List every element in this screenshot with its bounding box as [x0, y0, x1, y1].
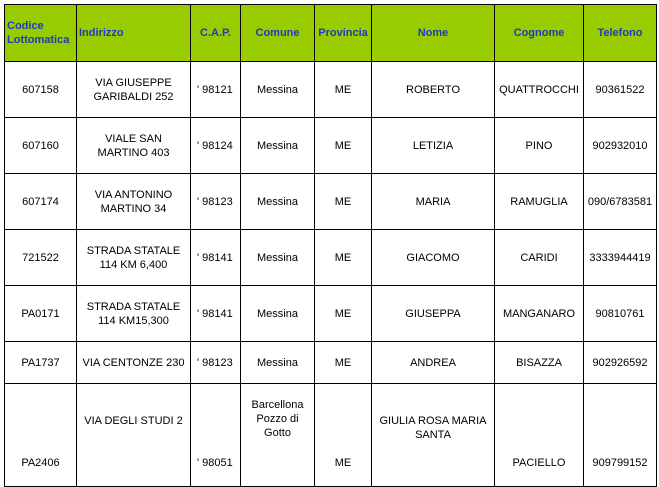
table-row: [5, 62, 657, 118]
cell-indirizzo: VIA ANTONINO MARTINO 34: [77, 174, 191, 230]
cell-codice: 721522: [5, 230, 77, 286]
cell-cognome: QUATTROCCHI: [495, 62, 584, 118]
table-row: [5, 230, 657, 286]
cell-indirizzo: STRADA STATALE 114 KM15,300: [77, 286, 191, 342]
cell-provincia: ME: [315, 342, 372, 384]
cell-telefono: 3333944419: [584, 230, 657, 286]
cell-telefono: 90810761: [584, 286, 657, 342]
cell-telefono: 090/6783581: [584, 174, 657, 230]
cell-codice: 607174: [5, 174, 77, 230]
cell-cap: ' 98051: [191, 384, 241, 487]
cell-codice: 607160: [5, 118, 77, 174]
cell-codice: PA2406: [5, 384, 77, 487]
cell-cap: ' 98124: [191, 118, 241, 174]
cell-indirizzo: VIALE SAN MARTINO 403: [77, 118, 191, 174]
cell-telefono: 902926592: [584, 342, 657, 384]
header-comune: Comune: [241, 5, 315, 62]
header-cognome: Cognome: [495, 5, 584, 62]
table-row: [5, 384, 657, 487]
cell-nome: ANDREA: [372, 342, 495, 384]
cell-nome: GIULIA ROSA MARIA SANTA: [372, 384, 495, 487]
cell-cognome: MANGANARO: [495, 286, 584, 342]
cell-comune: Messina: [241, 62, 315, 118]
cell-telefono: 909799152: [584, 384, 657, 487]
header-cap: C.A.P.: [191, 5, 241, 62]
cell-provincia: ME: [315, 174, 372, 230]
cell-codice: PA1737: [5, 342, 77, 384]
cell-provincia: ME: [315, 384, 372, 487]
cell-telefono: 902932010: [584, 118, 657, 174]
cell-indirizzo: VIA DEGLI STUDI 2: [77, 384, 191, 487]
cell-nome: LETIZIA: [372, 118, 495, 174]
cell-codice: 607158: [5, 62, 77, 118]
cell-comune: Messina: [241, 342, 315, 384]
cell-comune: Messina: [241, 286, 315, 342]
cell-cognome: BISAZZA: [495, 342, 584, 384]
dealers-table: [4, 4, 657, 487]
header-telefono: Telefono: [584, 5, 657, 62]
header-row: [5, 5, 657, 62]
cell-indirizzo: STRADA STATALE 114 KM 6,400: [77, 230, 191, 286]
cell-comune: Messina: [241, 230, 315, 286]
cell-cognome: CARIDI: [495, 230, 584, 286]
table-row: [5, 118, 657, 174]
cell-cap: ' 98121: [191, 62, 241, 118]
header-indirizzo: Indirizzo: [77, 5, 191, 62]
cell-comune: Messina: [241, 174, 315, 230]
cell-indirizzo: VIA CENTONZE 230: [77, 342, 191, 384]
cell-provincia: ME: [315, 286, 372, 342]
cell-cognome: PINO: [495, 118, 584, 174]
table-row: [5, 342, 657, 384]
table-row: [5, 174, 657, 230]
cell-indirizzo: VIA GIUSEPPE GARIBALDI 252: [77, 62, 191, 118]
header-nome: Nome: [372, 5, 495, 62]
cell-telefono: 90361522: [584, 62, 657, 118]
cell-cap: ' 98123: [191, 342, 241, 384]
cell-cap: ' 98141: [191, 286, 241, 342]
cell-cognome: RAMUGLIA: [495, 174, 584, 230]
table-row: [5, 286, 657, 342]
header-provincia: Provincia: [315, 5, 372, 62]
cell-provincia: ME: [315, 118, 372, 174]
cell-provincia: ME: [315, 230, 372, 286]
cell-nome: ROBERTO: [372, 62, 495, 118]
cell-codice: PA0171: [5, 286, 77, 342]
cell-comune: Barcellona Pozzo di Gotto: [241, 384, 315, 487]
cell-provincia: ME: [315, 62, 372, 118]
cell-comune: Messina: [241, 118, 315, 174]
cell-cognome: PACIELLO: [495, 384, 584, 487]
cell-nome: MARIA: [372, 174, 495, 230]
cell-cap: ' 98141: [191, 230, 241, 286]
cell-cap: ' 98123: [191, 174, 241, 230]
header-codice: Codice Lottomatica: [5, 5, 77, 62]
cell-nome: GIUSEPPA: [372, 286, 495, 342]
cell-nome: GIACOMO: [372, 230, 495, 286]
